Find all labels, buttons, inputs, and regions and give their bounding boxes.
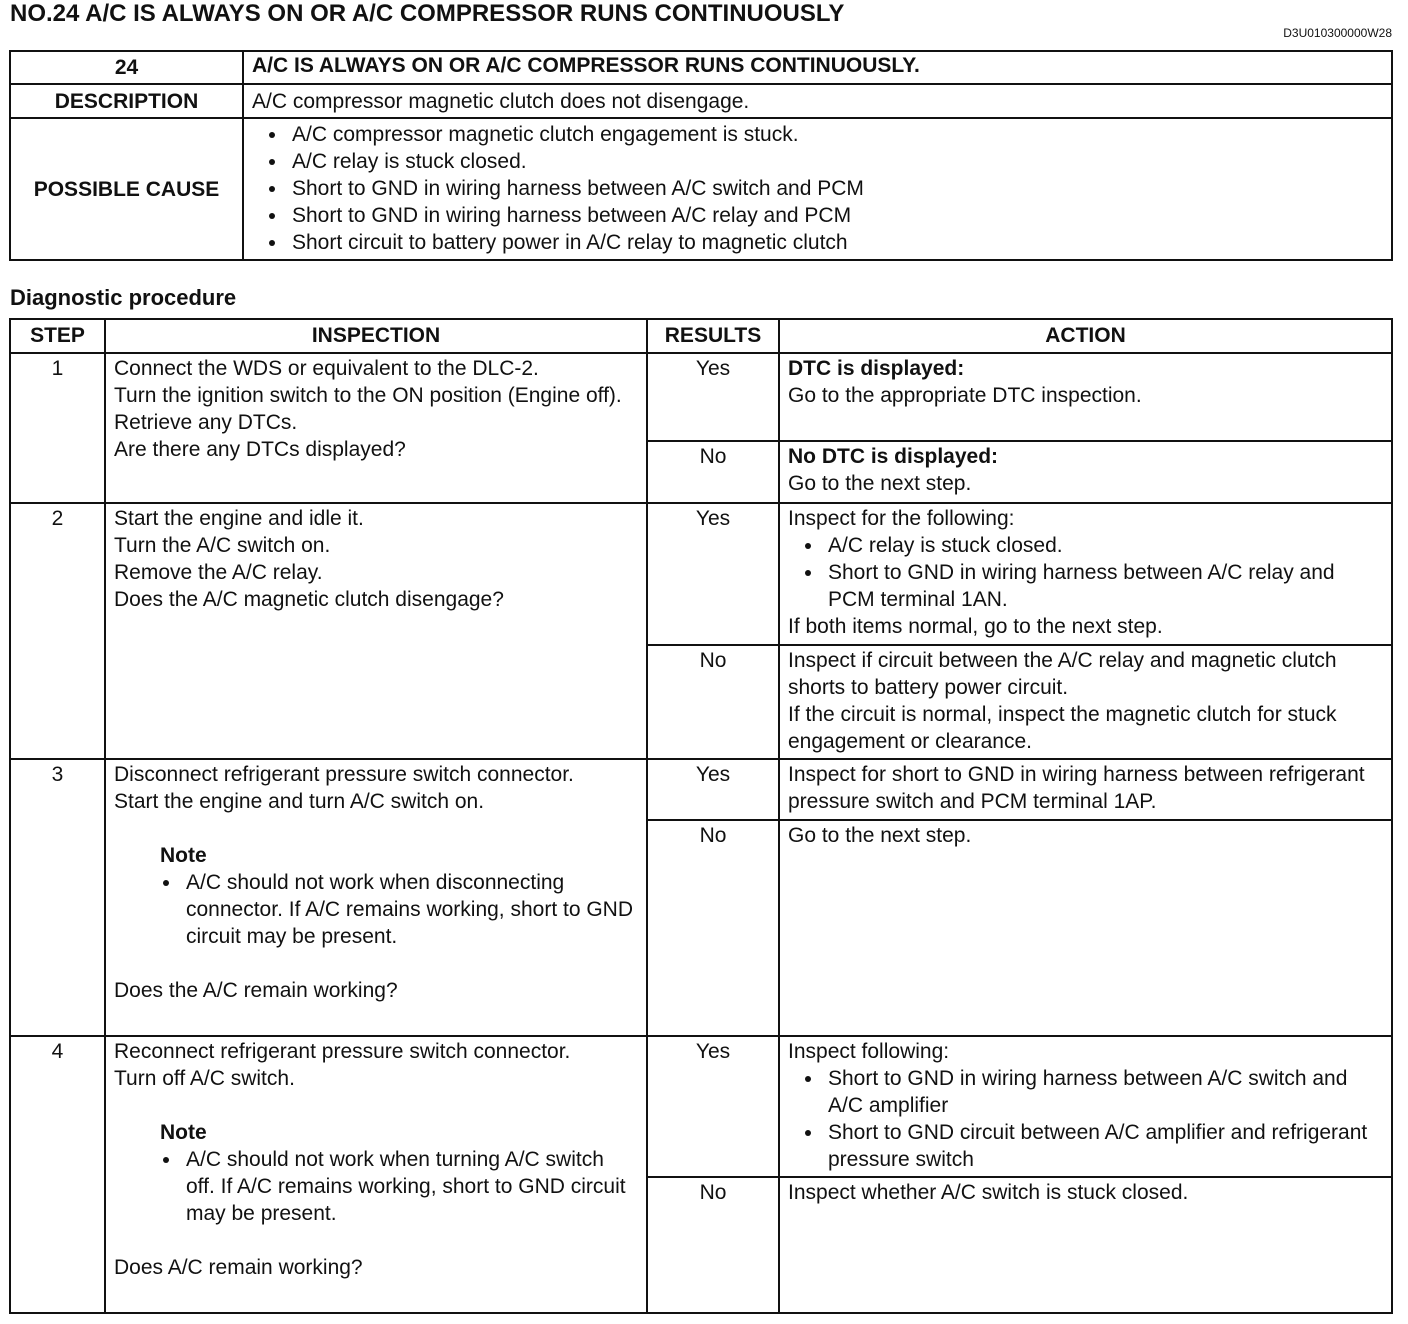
inspection-line: Reconnect refrigerant pressure switch connector. xyxy=(114,1040,571,1063)
action-heading: DTC is displayed: xyxy=(788,357,965,380)
cause-item: • A/C compressor magnetic clutch engagement is stuck. xyxy=(288,121,1383,148)
note-title: Note xyxy=(160,1121,207,1144)
result-no: No xyxy=(647,645,779,759)
step-number: 3 xyxy=(10,759,105,1036)
result-no: No xyxy=(647,1177,779,1313)
action-yes xyxy=(779,1036,1392,1177)
action-text: If both items normal, go to the next step. xyxy=(788,615,1163,638)
action-bullet: • A/C relay is stuck closed. xyxy=(824,532,1383,559)
action-heading: No DTC is displayed: xyxy=(788,445,999,468)
header-inspection: INSPECTION xyxy=(105,319,647,353)
action-yes xyxy=(779,353,1392,441)
action-yes xyxy=(779,503,1392,645)
inspection-line: Are there any DTCs displayed? xyxy=(114,438,406,461)
note-text: • A/C should not work when disconnecting connector. If A/C remains working, short to GND circuit may be present. xyxy=(182,869,638,950)
summary-table xyxy=(9,50,1393,261)
header-step: STEP xyxy=(10,319,105,353)
document-code: D3U010300000W28 xyxy=(1283,26,1392,40)
result-yes: Yes xyxy=(647,353,779,441)
cause-item: • A/C relay is stuck closed. xyxy=(288,148,1383,175)
inspection-line: Start the engine and turn A/C switch on. xyxy=(114,790,485,813)
section-title: Diagnostic procedure xyxy=(10,285,237,310)
cause-item: • Short to GND in wiring harness between A/C switch and PCM xyxy=(288,175,1383,202)
description-text: A/C compressor magnetic clutch does not disengage. xyxy=(243,84,1392,118)
inspection-line: Remove the A/C relay. xyxy=(114,561,323,584)
page-title: NO.24 A/C IS ALWAYS ON OR A/C COMPRESSOR RUNS CONTINUOUSLY xyxy=(10,0,845,27)
action-text: Inspect following: xyxy=(788,1040,950,1063)
action-text: Inspect for the following: xyxy=(788,507,1015,530)
action-no xyxy=(779,645,1392,759)
note-text: • A/C should not work when turning A/C switch off. If A/C remains working, short to GND circuit may be present. xyxy=(182,1146,638,1227)
trouble-heading: A/C IS ALWAYS ON OR A/C COMPRESSOR RUNS CONTINUOUSLY. xyxy=(243,51,1392,84)
result-no: No xyxy=(647,441,779,503)
step-inspection xyxy=(105,353,647,503)
step-number: 4 xyxy=(10,1036,105,1313)
action-text: Inspect if circuit between the A/C relay and magnetic clutch shorts to battery power circuit. xyxy=(788,649,1337,699)
action-bullet: • Short to GND circuit between A/C amplifier and refrigerant pressure switch xyxy=(824,1119,1383,1173)
inspection-line: Retrieve any DTCs. xyxy=(114,411,298,434)
header-results: RESULTS xyxy=(647,319,779,353)
diagnostic-table xyxy=(9,318,1393,1314)
inspection-line: Start the engine and idle it. xyxy=(114,507,364,530)
action-text: If the circuit is normal, inspect the magnetic clutch for stuck engagement or clearance. xyxy=(788,703,1337,753)
step-inspection xyxy=(105,1036,647,1313)
action-yes: Inspect for short to GND in wiring harness between refrigerant pressure switch and PCM terminal 1AP. xyxy=(779,759,1392,820)
result-yes: Yes xyxy=(647,1036,779,1177)
inspection-line: Connect the WDS or equivalent to the DLC-2. xyxy=(114,357,539,380)
header-action: ACTION xyxy=(779,319,1392,353)
action-text: Go to the appropriate DTC inspection. xyxy=(788,384,1142,407)
step-number: 1 xyxy=(10,353,105,503)
inspection-line: Turn the A/C switch on. xyxy=(114,534,331,557)
action-no xyxy=(779,441,1392,503)
result-yes: Yes xyxy=(647,503,779,645)
result-no: No xyxy=(647,820,779,1036)
step-inspection xyxy=(105,503,647,759)
step-number: 2 xyxy=(10,503,105,759)
inspection-line: Does the A/C magnetic clutch disengage? xyxy=(114,588,504,611)
action-text: Go to the next step. xyxy=(788,472,972,495)
inspection-line: Disconnect refrigerant pressure switch connector. xyxy=(114,763,574,786)
action-bullet: • Short to GND in wiring harness between A/C switch and A/C amplifier xyxy=(824,1065,1383,1119)
inspection-line: Turn the ignition switch to the ON position (Engine off). xyxy=(114,384,622,407)
trouble-number: 24 xyxy=(10,51,243,84)
action-no: Go to the next step. xyxy=(779,820,1392,1036)
action-bullet: • Short to GND in wiring harness between A/C relay and PCM terminal 1AN. xyxy=(824,559,1383,613)
cause-item: • Short to GND in wiring harness between A/C relay and PCM xyxy=(288,202,1383,229)
cause-item: • Short circuit to battery power in A/C relay to magnetic clutch xyxy=(288,229,1383,256)
action-no: Inspect whether A/C switch is stuck closed. xyxy=(779,1177,1392,1313)
step-inspection xyxy=(105,759,647,1036)
inspection-question: Does the A/C remain working? xyxy=(114,979,398,1002)
possible-cause-label: POSSIBLE CAUSE xyxy=(10,118,243,260)
inspection-line: Turn off A/C switch. xyxy=(114,1067,295,1090)
note-title: Note xyxy=(160,844,207,867)
description-label: DESCRIPTION xyxy=(10,84,243,118)
result-yes: Yes xyxy=(647,759,779,820)
inspection-question: Does A/C remain working? xyxy=(114,1256,363,1279)
possible-cause-list xyxy=(243,118,1392,260)
